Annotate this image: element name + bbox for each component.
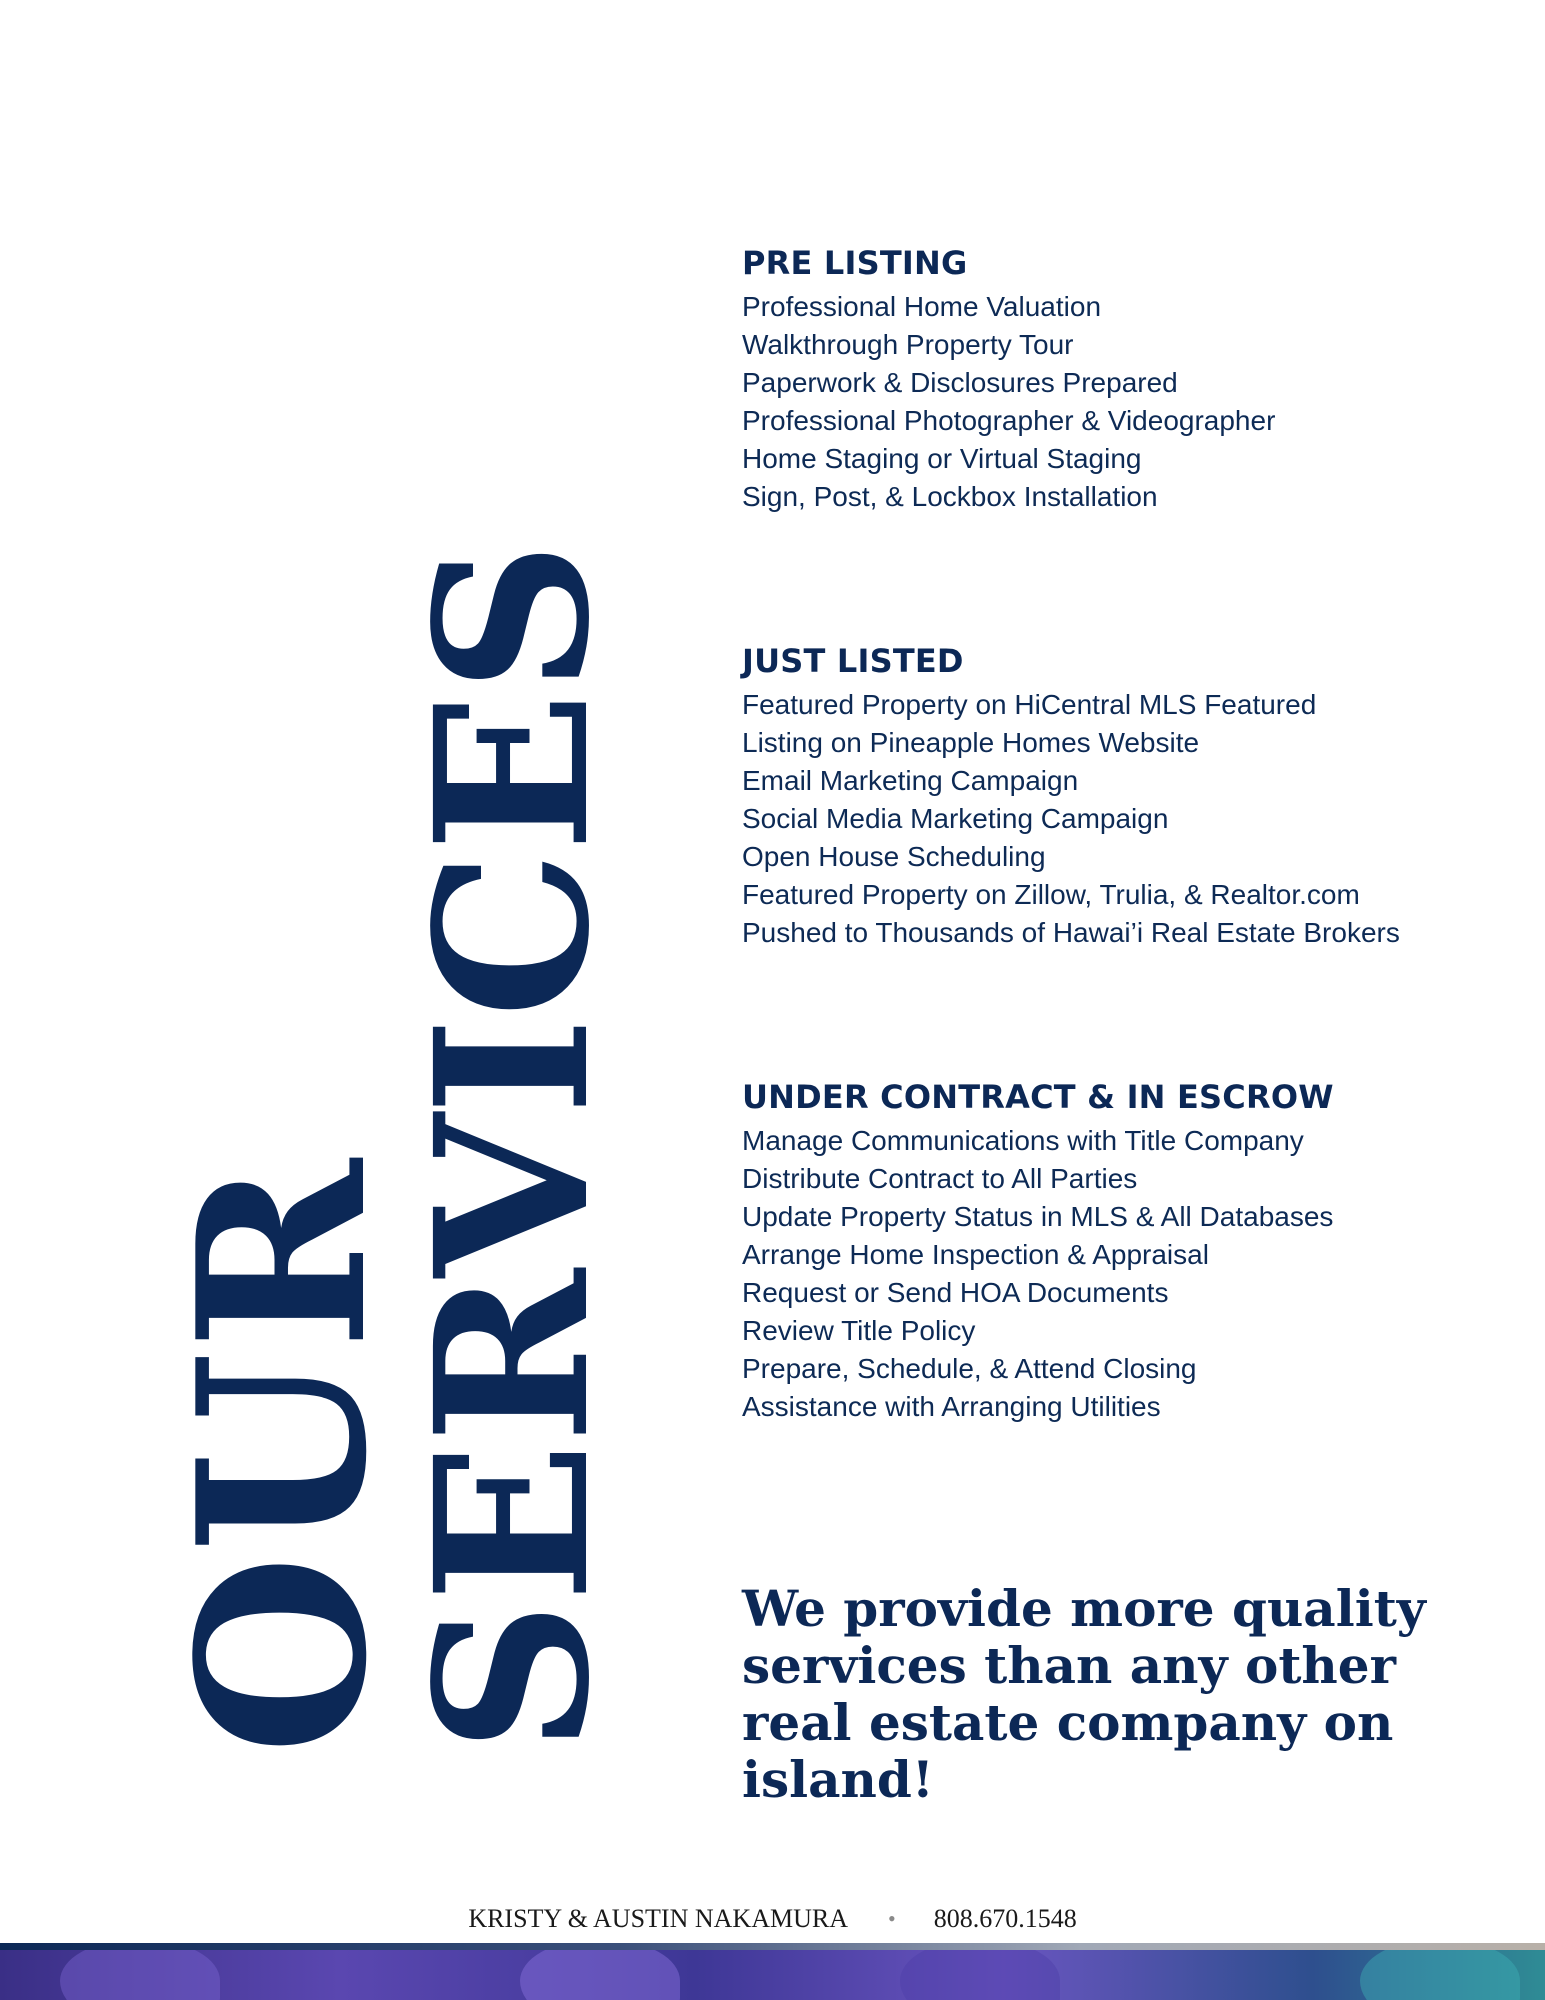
list-item: Social Media Marketing Campaign bbox=[742, 803, 1169, 834]
list-item: Email Marketing Campaign bbox=[742, 765, 1079, 796]
list-item: Listing on Pineapple Homes Website bbox=[742, 727, 1200, 758]
list-item: Request or Send HOA Documents bbox=[742, 1277, 1169, 1308]
section-pre-listing bbox=[742, 244, 1275, 516]
footer-decorative-band bbox=[0, 1950, 1545, 2000]
leaf-decoration-icon bbox=[520, 1950, 680, 2000]
title-services: SERVICES bbox=[389, 542, 636, 1753]
footer-contact bbox=[0, 1900, 1545, 1938]
list-item: Sign, Post, & Lockbox Installation bbox=[742, 481, 1158, 512]
list-item: Paperwork & Disclosures Prepared bbox=[742, 367, 1178, 398]
list-item: Home Staging or Virtual Staging bbox=[742, 443, 1142, 474]
service-list bbox=[742, 1122, 1334, 1426]
list-item: Arrange Home Inspection & Appraisal bbox=[742, 1239, 1209, 1270]
section-just-listed bbox=[742, 642, 1400, 952]
list-item: Featured Property on Zillow, Trulia, & Realtor.com bbox=[742, 879, 1360, 910]
service-list bbox=[742, 288, 1275, 516]
bullet-separator-icon: • bbox=[887, 1906, 896, 1931]
list-item: Update Property Status in MLS & All Databases bbox=[742, 1201, 1334, 1232]
service-list bbox=[742, 686, 1400, 952]
list-item: Review Title Policy bbox=[742, 1315, 976, 1346]
list-item: Assistance with Arranging Utilities bbox=[742, 1391, 1161, 1422]
list-item: Manage Communications with Title Company bbox=[742, 1125, 1304, 1156]
list-item: Open House Scheduling bbox=[742, 841, 1046, 872]
section-heading: PRE LISTING bbox=[742, 244, 968, 282]
footer-phone: 808.670.1548 bbox=[933, 1904, 1077, 1933]
list-item: Walkthrough Property Tour bbox=[742, 329, 1074, 360]
leaf-decoration-icon bbox=[1360, 1950, 1520, 2000]
list-item: Professional Photographer & Videographer bbox=[742, 405, 1276, 436]
list-item: Pushed to Thousands of Hawai’i Real Estate Brokers bbox=[742, 917, 1400, 948]
list-item: Distribute Contract to All Parties bbox=[742, 1163, 1138, 1194]
section-heading: UNDER CONTRACT & IN ESCROW bbox=[742, 1078, 1334, 1116]
section-heading: JUST LISTED bbox=[742, 642, 964, 680]
list-item: Prepare, Schedule, & Attend Closing bbox=[742, 1353, 1197, 1384]
footer-names: KRISTY & AUSTIN NAKAMURA bbox=[468, 1904, 848, 1933]
list-item: Featured Property on HiCentral MLS Featured bbox=[742, 689, 1317, 720]
tagline: We provide more quality services than any other real estate company on island! bbox=[742, 1579, 1426, 1809]
leaf-decoration-icon bbox=[900, 1950, 1060, 2000]
title-our: OUR bbox=[148, 1156, 418, 1755]
leaf-decoration-icon bbox=[60, 1950, 220, 2000]
list-item: Professional Home Valuation bbox=[742, 291, 1102, 322]
footer-divider bbox=[0, 1943, 1545, 1950]
section-under-contract bbox=[742, 1078, 1334, 1426]
